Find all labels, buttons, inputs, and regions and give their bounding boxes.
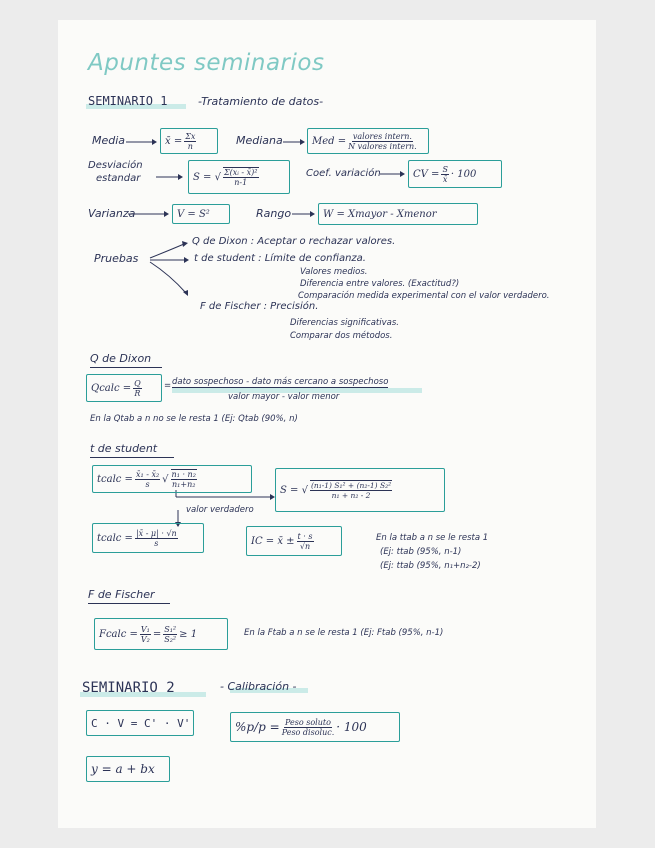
mediana-den: N valores intern. [348, 141, 417, 151]
media-den: n [187, 141, 193, 151]
pruebas-q: Q de Dixon : Aceptar o rechazar valores. [192, 236, 396, 247]
pruebas-t-item: Valores medios. [300, 267, 368, 277]
varianza-formula-box: V = S² [172, 204, 230, 224]
qdixon-eq-num: dato sospechoso - dato más cercano a sospechoso [172, 377, 389, 387]
qdixon-heading: Q de Dixon [90, 352, 152, 365]
tstudent-underline [90, 457, 174, 458]
fischer-den1: V₂ [140, 634, 150, 644]
fischer-note: En la Ftab a n se le resta 1 (Ej: Ftab (95%, n-1) [244, 628, 444, 638]
tstudent-heading: t de student [90, 442, 158, 455]
tstudent-ic-num: t · s [297, 531, 313, 541]
rango-formula-box: W = Xmayor - Xmenor [318, 203, 478, 225]
pp-formula-box [230, 712, 400, 742]
qdixon-eq-den: valor mayor - valor menor [228, 392, 340, 402]
tstudent-s-lhs: S = [280, 484, 299, 496]
tstudent-ic-lhs: IC = x̄ ± [251, 535, 295, 547]
mediana-lhs: Med = [312, 135, 347, 147]
tstudent-f1-rad-num: n₁ · n₂ [171, 470, 196, 479]
desv-label-1: Desviación [88, 160, 143, 171]
media-num: Σx [185, 131, 196, 141]
coef-label: Coef. variación [306, 168, 381, 179]
recta-formula-box: y = a + bx [86, 756, 170, 782]
pruebas-f-item: Comparar dos métodos. [290, 331, 393, 341]
rango-label: Rango [256, 207, 292, 220]
page-title: Apuntes seminarios [88, 50, 325, 76]
coef-num: S [442, 164, 448, 174]
pp-num: Peso soluto [285, 717, 331, 727]
fischer-formula-box: Fcalc = $\frac{\text{V₁}}{\text{V₂}}$ = $\frac{\text{S₁²}}{\text{S₂²}}$ ≥ 1 [94, 618, 228, 650]
tstudent-f2-num: |x̄ - μ| · √n [135, 528, 177, 538]
qdixon-lhs: Qcalc = [91, 382, 132, 394]
tstudent-f1-num: x̄₁ - x̄₂ [135, 469, 160, 479]
fischer-den2: S₂² [164, 634, 177, 644]
pp-den: Peso disoluc. [281, 727, 335, 737]
desv-den: n-1 [234, 178, 248, 187]
qdixon-note: En la Qtab a n no se le resta 1 (Ej: Qtab (90%, n) [90, 414, 298, 424]
coef-formula-box [408, 160, 502, 188]
pruebas-t-item: Comparación medida experimental con el valor verdadero. [298, 291, 550, 301]
fischer-lhs: Fcalc = [99, 628, 138, 640]
pruebas-t: t de student : Límite de confianza. [194, 253, 366, 264]
fischer-heading: F de Fischer [88, 588, 155, 601]
tstudent-f1-den: s [145, 479, 150, 489]
seminar-2-label: SEMINARIO 2 [82, 680, 175, 696]
coef-rhs: · 100 [450, 168, 477, 180]
tstudent-f1-lhs: tcalc = [97, 473, 133, 485]
desv-lhs: S = [193, 171, 212, 183]
seminar-2-subtitle: - Calibración - [220, 680, 297, 693]
qdixon-den: R [134, 388, 141, 398]
tstudent-formula1-box: tcalc = $\frac{\text{x̄₁ - x̄₂}}{s}$ √ $\frac{\text{n₁ · n₂}}{\text{n₁+n₂}}$ [92, 465, 252, 493]
cv-formula-box: C · V = C' · V' [86, 710, 194, 736]
tstudent-note-3: (Ej: ttab (95%, n₁+n₂-2) [380, 561, 481, 571]
tstudent-vv-label: valor verdadero [186, 505, 254, 515]
tstudent-f2-den: s [154, 538, 159, 548]
mediana-formula-box [307, 128, 429, 154]
desv-formula-box: S = √ $\frac{\text{Σ(xᵢ - x̄)²}}{n-1}$ [188, 160, 290, 194]
tstudent-ic-box [246, 526, 342, 556]
fischer-underline [88, 603, 170, 604]
coef-den: x̄ [442, 174, 448, 184]
coef-lhs: CV = [413, 168, 440, 180]
pruebas-f: F de Fischer : Precisión. [200, 301, 319, 312]
pp-lhs: %p/p = [235, 720, 280, 734]
tstudent-note-2: (Ej: ttab (95%, n-1) [380, 547, 462, 557]
qdixon-underline [90, 367, 162, 368]
desv-rad: Σ(xᵢ - x̄)² [223, 168, 258, 177]
varianza-label: Varianza [88, 207, 136, 220]
seminar-1-subtitle: -Tratamiento de datos- [198, 95, 324, 108]
pruebas-f-item: Diferencias significativas. [290, 318, 399, 328]
qdixon-formula-box [86, 374, 162, 402]
mediana-label: Mediana [236, 134, 283, 147]
equals-sign: = [164, 381, 172, 391]
mediana-num: valores intern. [352, 131, 412, 141]
media-label: Media [92, 134, 126, 147]
fischer-num1: V₁ [140, 624, 150, 634]
desv-label-2: estandar [96, 173, 141, 184]
tstudent-formula2-box [92, 523, 204, 553]
tstudent-s-box: S = √ $\frac{\text{(n₁-1) S₁² + (n₂-1) S₂²}}{\text{n₁ + n₂ - 2}}$ [275, 468, 445, 512]
pruebas-t-item: Diferencia entre valores. (Exactitud?) [300, 279, 460, 289]
pruebas-label: Pruebas [94, 252, 139, 265]
tstudent-note-1: En la ttab a n se le resta 1 [376, 533, 489, 543]
fischer-num2: S₁² [164, 624, 177, 634]
tstudent-s-num: (n₁-1) S₁² + (n₂-1) S₂² [310, 481, 392, 490]
tstudent-s-den: n₁ + n₂ - 2 [331, 491, 371, 500]
fischer-rhs: ≥ 1 [179, 628, 198, 640]
seminar-1-label: SEMINARIO 1 [88, 94, 168, 108]
media-formula-box: x̄ = $\frac{\Sigma x}{n}$ [160, 128, 218, 154]
qdixon-num: Q [134, 378, 141, 388]
tstudent-f2-lhs: tcalc = [97, 532, 133, 544]
tstudent-ic-den: √n [299, 541, 311, 551]
tstudent-f1-rad-den: n₁+n₂ [172, 480, 196, 489]
pp-rhs: · 100 [336, 720, 367, 734]
